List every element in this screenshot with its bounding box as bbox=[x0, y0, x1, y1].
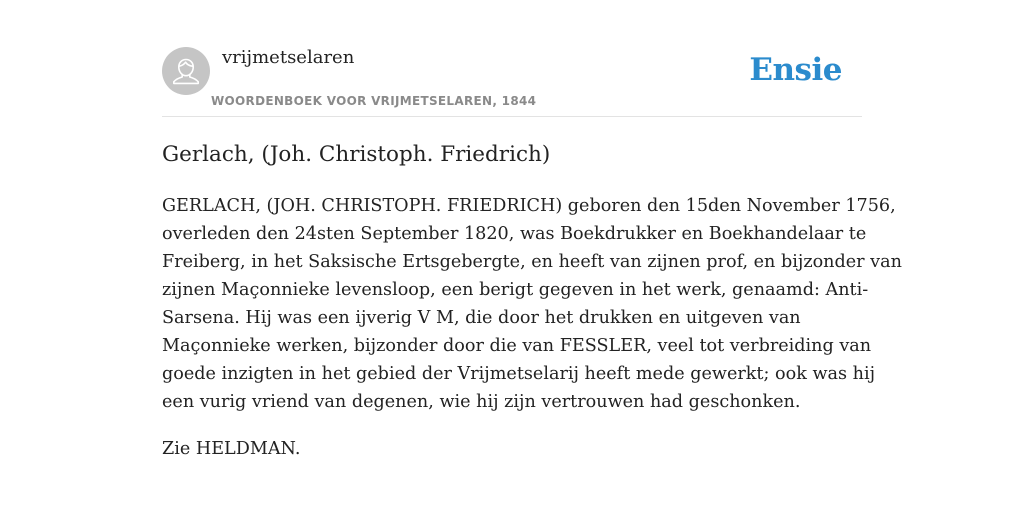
text-line: Freiberg, in het Saksische Ertsgebergte, en heeft van zijnen prof, en bijzonder van bbox=[162, 252, 902, 272]
article-paragraph bbox=[162, 192, 902, 416]
text-line: Sarsena. Hij was een ijverig V M, die door het drukken en uitgeven van bbox=[162, 308, 801, 328]
author-name[interactable]: vrijmetselaren bbox=[222, 47, 355, 68]
text-line: overleden den 24sten September 1820, was Boekdrukker en Boekhandelaar te bbox=[162, 224, 867, 244]
text-line: zijnen Maçonnieke levensloop, een berigt gegeven in het werk, genaamd: Anti- bbox=[162, 280, 869, 300]
ensie-logo[interactable]: Ensie bbox=[749, 52, 842, 88]
entry-header bbox=[162, 46, 862, 117]
page-title: Gerlach, (Joh. Christoph. Friedrich) bbox=[162, 142, 551, 167]
text-line: goede inzigten in het gebied der Vrijmetselarij heeft mede gewerkt; ook was hij bbox=[162, 364, 876, 384]
user-silhouette-icon bbox=[162, 47, 210, 95]
text-line: GERLACH, (JOH. CHRISTOPH. FRIEDRICH) geboren den 15den November 1756, bbox=[162, 196, 896, 216]
see-also-paragraph: Zie HELDMAN. bbox=[162, 439, 301, 459]
source-label[interactable]: WOORDENBOEK VOOR VRIJMETSELAREN, 1844 bbox=[211, 94, 537, 108]
text-line: een vurig vriend van degenen, wie hij zijn vertrouwen had geschonken. bbox=[162, 392, 801, 412]
avatar[interactable] bbox=[162, 47, 210, 95]
article-body bbox=[162, 192, 902, 482]
text-line: Maçonnieke werken, bijzonder door die van FESSLER, veel tot verbreiding van bbox=[162, 336, 872, 356]
